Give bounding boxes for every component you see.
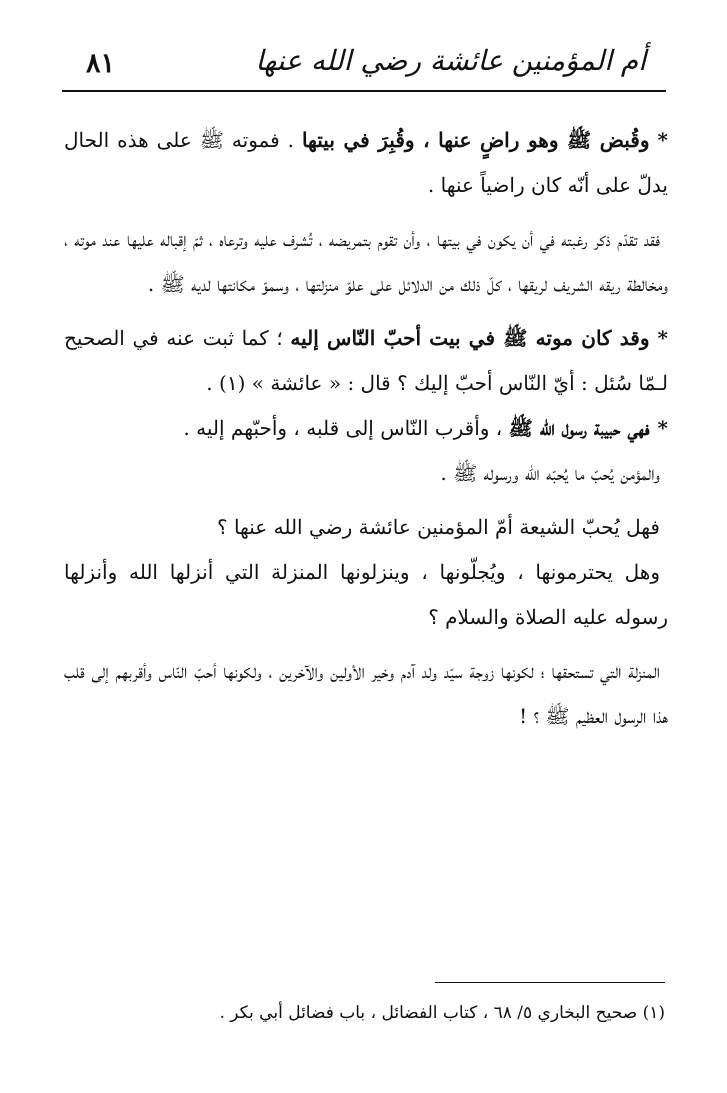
- bullet-marker: *: [657, 128, 668, 152]
- paragraph-text: المنزلة التي تستحقها ؛ لكونها زوجة سيّد ولد آدم وخير الأولين والآخرين ، ولكونها أحبّ النّاس وأقربهم إلى قلب هذا الرسول العظيم ﷺ ؟ !: [64, 659, 668, 728]
- footnote: (١) صحيح البخاري ٥/ ٦٨ ، كتاب الفضائل ، باب فضائل أبي بكر .: [219, 1003, 665, 1023]
- bold-lead: وقد كان موته ﷺ في بيت أحبّ النّاس إليه: [290, 326, 650, 350]
- paragraph-text: ؛ كما ثبت عنه في الصحيح لـمّا سُئل : أيّ النّاس أحبّ إليك ؟ قال : « عائشة » (١) .: [64, 326, 668, 395]
- page-header: [62, 40, 666, 92]
- paragraph: [64, 505, 668, 550]
- paragraph-text: ، وأقرب النّاس إلى قلبه ، وأحبّهم إليه .: [183, 416, 509, 440]
- paragraph: [64, 451, 668, 496]
- body-text: [64, 118, 668, 739]
- footnote-rule: [435, 982, 665, 983]
- paragraph-text: وهل يحترمونها ، ويُجلّونها ، وينزلونها المنزلة التي أنزلها الله وأنزلها رسوله عليه الصلاة والسلام ؟: [64, 560, 668, 629]
- paragraph: [64, 118, 668, 208]
- paragraph-text: والمؤمن يُحبّ ما يُحبّه الله ورسوله ﷺ .: [440, 461, 660, 485]
- paragraph: [64, 316, 668, 406]
- header-rule: [62, 90, 666, 92]
- page-number: ٨١: [86, 48, 116, 79]
- paragraph: [64, 649, 668, 739]
- bold-lead: فهي حبيبة رسول الله ﷺ: [508, 416, 650, 440]
- bullet-marker: *: [657, 326, 668, 350]
- paragraph: [64, 550, 668, 640]
- running-title: أم المؤمنين عائشة رضي الله عنها: [255, 44, 646, 77]
- paragraph-text: . فموته ﷺ على هذه الحال يدلّ على أنّه كان راضياً عنها .: [64, 128, 668, 197]
- bold-lead: وقُبض ﷺ وهو راضٍ عنها ، وقُبِرَ في بيتها: [301, 128, 650, 152]
- paragraph: [64, 217, 668, 307]
- paragraph-text: فهل يُحبّ الشيعة أمّ المؤمنين عائشة رضي الله عنها ؟: [216, 515, 660, 539]
- paragraph: [64, 406, 668, 451]
- bullet-marker: *: [657, 416, 668, 440]
- paragraph-text: فقد تقدّم ذكر رغبته في أن يكون في بيتها ، وأن تقوم بتمريضه ، تُشرف عليه وترعاه ، ثمّ إقباله عليها عند موته ، ومخالطة ريقه الشريف لريقها ، كلّ ذلك من الدلائل على علوّ منزلتها ، وسموّ مكانتها لديه ﷺ .: [64, 227, 668, 296]
